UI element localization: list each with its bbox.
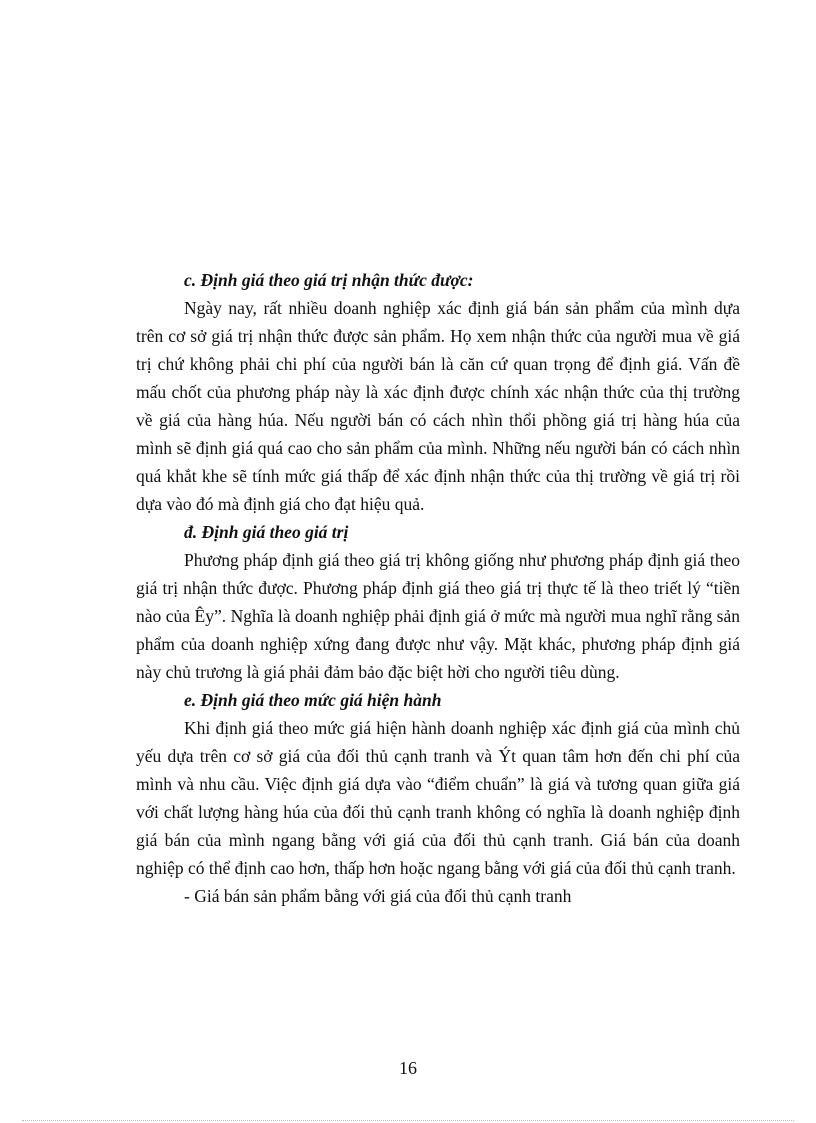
section-heading-c: c. Định giá theo giá trị nhận thức được: (184, 270, 474, 290)
bottom-divider (22, 1120, 794, 1121)
section-paragraph-c: Ngày nay, rất nhiều doanh nghiệp xác định giá bán sản phẩm của mình dựa trên cơ sở giá trị nhận thức được sản phẩm. Họ xem nhận thức của người mua về giá trị chứ không phải chi phí của người bán là căn cứ quan trọng để định giá. Vấn đề mấu chốt của phương pháp này là xác định được chính xác nhận thức của thị trường về giá của hàng húa. Nếu người bán có cách nhìn thổi phồng giá trị hàng húa của mình sẽ định giá quá cao cho sản phẩm của mình. Những nếu người bán có cách nhìn quá khắt khe sẽ tính mức giá thấp để xác định nhận thức của thị trường về giá trị rồi dựa vào đó mà định giá cho đạt hiệu quả. (136, 298, 740, 514)
section-paragraph-d: Phương pháp định giá theo giá trị không giống như phương pháp định giá theo giá trị nhận thức được. Phương pháp định giá theo giá trị thực tế là theo triết lý “tiền nào của Êy”. Nghĩa là doanh nghiệp phải định giá ở mức mà người mua nghĩ rằng sản phẩm của doanh nghiệp xứng đang được như vậy. Mặt khác, phương pháp định giá này chủ trương là giá phải đảm bảo đặc biệt hời cho người tiêu dùng. (136, 550, 740, 682)
bullet-line: - Giá bán sản phẩm bằng với giá của đối thủ cạnh tranh (184, 886, 572, 906)
section-heading-d: đ. Định giá theo giá trị (184, 522, 349, 542)
page-body (136, 266, 740, 910)
section-paragraph-e: Khi định giá theo mức giá hiện hành doanh nghiệp xác định giá của mình chủ yếu dựa trên cơ sở giá của đối thủ cạnh tranh và Ýt quan tâm hơn đến chi phí của mình và nhu cầu. Việc định giá dựa vào “điểm chuẩn” là giá và tương quan giữa giá với chất lượng hàng húa của đối thủ cạnh tranh không có nghĩa là doanh nghiệp định giá bán của mình ngang bằng với giá của đối thủ cạnh tranh. Giá bán của doanh nghiệp có thể định cao hơn, thấp hơn hoặc ngang bằng với giá của đối thủ cạnh tranh. (136, 718, 740, 878)
page-number: 16 (399, 1058, 417, 1078)
section-heading-e: e. Định giá theo mức giá hiện hành (184, 690, 442, 710)
